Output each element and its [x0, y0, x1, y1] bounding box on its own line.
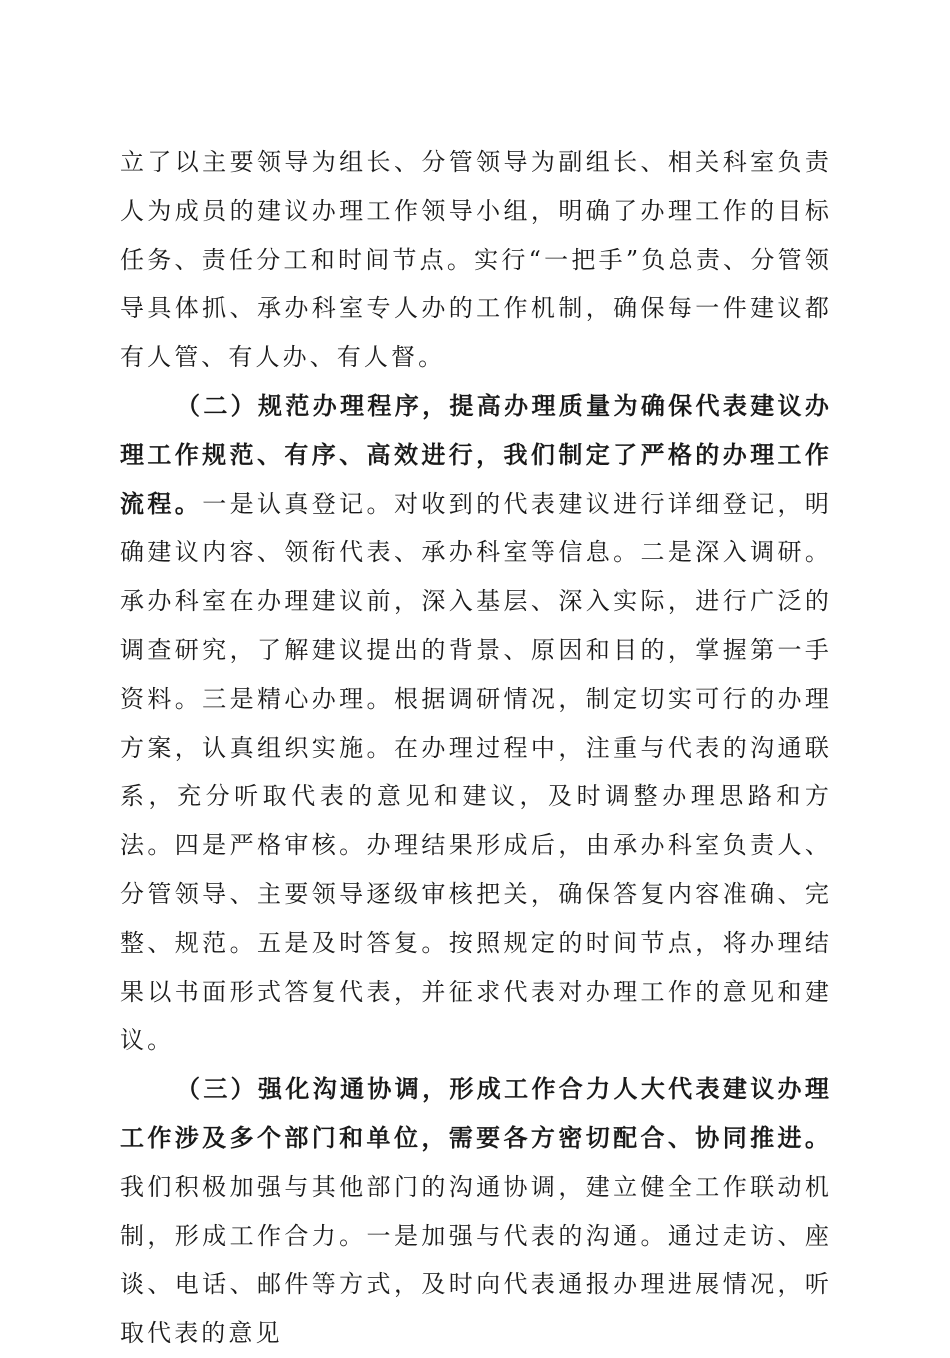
section-heading-three: （三）强化沟通协调，形成工作合力人大代表建议办理工作涉及多个部门和单位，需要各方密切配合、协同推进。	[120, 1075, 832, 1152]
paragraph-body-text: 我们积极加强与其他部门的沟通协调，建立健全工作联动机制，形成工作合力。一是加强与代表的沟通。通过走访、座谈、电话、邮件等方式，及时向代表通报办理进展情况，听取代表的意见	[120, 1172, 832, 1348]
paragraph-body-text: 立了以主要领导为组长、分管领导为副组长、相关科室负责人为成员的建议办理工作领导小组，明确了办理工作的目标任务、责任分工和时间节点。实行“一把手”负总责、分管领导具体抓、承办科室专人办的工作机制，确保每一件建议都有人管、有人办、有人督。	[120, 148, 832, 372]
paragraph-strengthen-coordination	[120, 1065, 832, 1358]
paragraph-leadership-group	[120, 138, 832, 382]
section-heading-two: （二）规范办理程序，提高办理质量为确保代表建议办理工作规范、有序、高效进行，我们制定了严格的办理工作流程。	[120, 391, 832, 518]
paragraph-body-text: 一是认真登记。对收到的代表建议进行详细登记，明确建议内容、领衔代表、承办科室等信息。二是深入调研。承办科室在办理建议前，深入基层、深入实际，进行广泛的调查研究，了解建议提出的背景、原因和目的，掌握第一手资料。三是精心办理。根据调研情况，制定切实可行的办理方案，认真组织实施。在办理过程中，注重与代表的沟通联系，充分听取代表的意见和建议，及时调整办理思路和方法。四是严格审核。办理结果形成后，由承办科室负责人、分管领导、主要领导逐级审核把关，确保答复内容准确、完整、规范。五是及时答复。按照规定的时间节点，将办理结果以书面形式答复代表，并征求代表对办理工作的意见和建议。	[120, 489, 832, 1055]
paragraph-standardize-procedure	[120, 382, 832, 1065]
document-body	[120, 138, 832, 1358]
